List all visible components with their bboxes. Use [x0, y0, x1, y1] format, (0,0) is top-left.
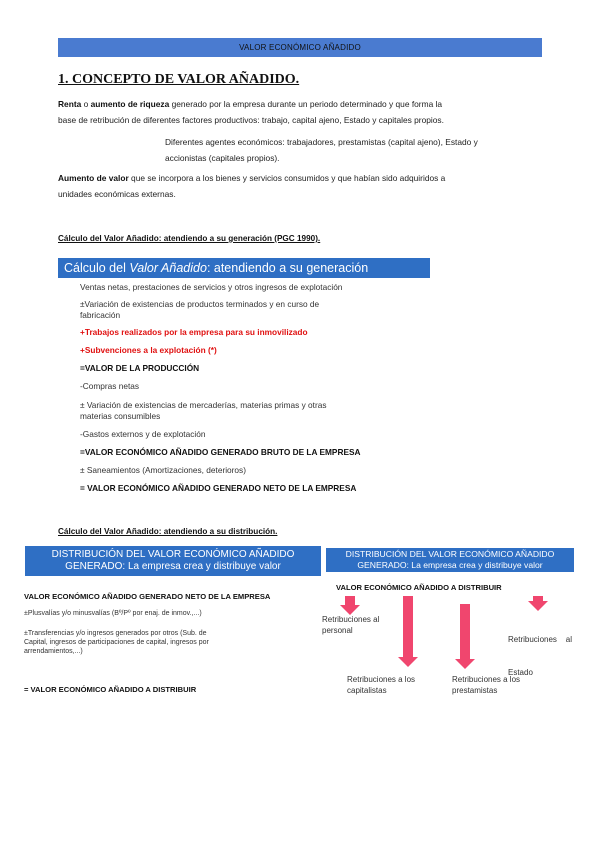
distribution-subtitle: Cálculo del Valor Añadido: atendiendo a su distribución. — [58, 527, 278, 536]
list-item: ± Variación de existencias de mercaderías, materias primas y otras — [80, 400, 327, 410]
text-fragment: que se incorpora a los bienes y servicios consumidos y que habían sido adquiridos a — [128, 173, 446, 183]
title-line: DISTRIBUCIÓN DEL VALOR ECONÓMICO AÑADIDO — [51, 549, 295, 560]
arrow-down-icon — [403, 596, 413, 658]
text-line: Estado — [508, 668, 533, 677]
title-line: GENERADO: La empresa crea y distribuye valor — [65, 561, 281, 572]
list-item: ± Saneamientos (Amortizaciones, deterioros) — [80, 465, 246, 475]
distribution-right-title — [326, 548, 574, 572]
generation-box-title — [58, 258, 430, 278]
box-title-italic: Valor Añadido — [129, 261, 207, 275]
distribution-right-heading: VALOR ECONÓMICO AÑADIDO A DISTRIBUIR — [336, 583, 502, 592]
arrow-down-icon — [345, 596, 355, 606]
list-item: Ventas netas, prestaciones de servicios y otros ingresos de explotación — [80, 282, 343, 292]
bold-term: Aumento de valor — [58, 173, 129, 183]
title-line: GENERADO: La empresa crea y distribuye valor — [357, 560, 543, 570]
distribution-left-title — [25, 546, 321, 576]
arrow-down-icon — [460, 604, 470, 660]
distribution-left-heading: VALOR ECONÓMICO AÑADIDO GENERADO NETO DE LA EMPRESA — [24, 592, 271, 601]
label-retribuciones-capitalistas — [347, 674, 415, 696]
text-line: Diferentes agentes económicos: trabajadores, prestamistas (capital ajeno), Estado y — [165, 137, 478, 147]
list-item: +Subvenciones a la explotación (*) — [80, 345, 217, 355]
bold-term: Renta — [58, 99, 82, 109]
list-item: = VALOR ECONÓMICO AÑADIDO GENERADO NETO DE LA EMPRESA — [80, 483, 357, 493]
distribution-left-transfers — [24, 629, 299, 656]
page-header-title: VALOR ECONÓMICO AÑADIDO — [239, 43, 361, 52]
list-item: ±Variación de existencias de productos terminados y en curso de — [80, 299, 320, 309]
list-item: fabricación — [80, 310, 121, 320]
text-line: Retribuciones al — [322, 615, 380, 624]
text-line: base de retribución de diferentes factores productivos: trabajo, capital ajeno, Estado y capitales propios. — [58, 115, 444, 125]
text-line: personal — [322, 626, 353, 635]
arrow-down-icon — [533, 596, 543, 602]
text-fragment: generado por la empresa durante un periodo determinado y que forma la — [169, 99, 443, 109]
bold-term: aumento de riqueza — [90, 99, 170, 109]
text-line: arrendamientos,...) — [24, 648, 83, 655]
section-title: 1. CONCEPTO DE VALOR AÑADIDO. — [58, 72, 300, 87]
text-line: unidades económicas externas. — [58, 189, 176, 199]
list-item: -Compras netas — [80, 381, 140, 391]
label-retribuciones-prestamistas — [452, 674, 520, 696]
generation-list — [80, 282, 415, 494]
text-line: ±Transferencias y/o ingresos generados por otros (Sub. de — [24, 630, 207, 637]
list-item: +Trabajos realizados por la empresa para su inmovilizado — [80, 327, 308, 337]
box-title-part: : atendiendo a su generación — [206, 261, 369, 275]
text-line: Retribuciones a los — [347, 675, 416, 684]
list-item: =VALOR ECONÓMICO AÑADIDO GENERADO BRUTO DE LA EMPRESA — [80, 447, 361, 457]
page-header-bar — [58, 38, 542, 57]
text-line: accionistas (capitales propios). — [165, 153, 280, 163]
text-fragment: o — [81, 99, 91, 109]
text-line: capitalistas — [347, 686, 387, 695]
box-title-part: Cálculo del — [64, 261, 130, 275]
generation-subtitle: Cálculo del Valor Añadido: atendiendo a su generación (PGC 1990). — [58, 234, 321, 243]
list-item: materias consumibles — [80, 411, 161, 421]
text-line: Retribuciones a los — [452, 675, 521, 684]
agents-paragraph — [165, 134, 545, 166]
distribution-left-line: ±Plusvalías y/o minusvalías (Bº/Pº por enaj. de inmov.,...) — [24, 610, 202, 617]
definition-paragraph-2 — [58, 170, 548, 202]
list-item: -Gastos externos y de explotación — [80, 429, 206, 439]
title-line: DISTRIBUCIÓN DEL VALOR ECONÓMICO AÑADIDO — [345, 549, 555, 559]
list-item: =VALOR DE LA PRODUCCIÓN — [80, 363, 200, 373]
distribution-left-total: = VALOR ECONÓMICO AÑADIDO A DISTRIBUIR — [24, 685, 197, 694]
text-line: Capital, ingresos de participaciones de capital, ingresos por — [24, 639, 209, 646]
text-line: Retribuciones al — [508, 635, 573, 644]
definition-paragraph-1 — [58, 96, 548, 128]
text-line: prestamistas — [452, 686, 498, 695]
label-retribuciones-personal — [322, 614, 379, 636]
